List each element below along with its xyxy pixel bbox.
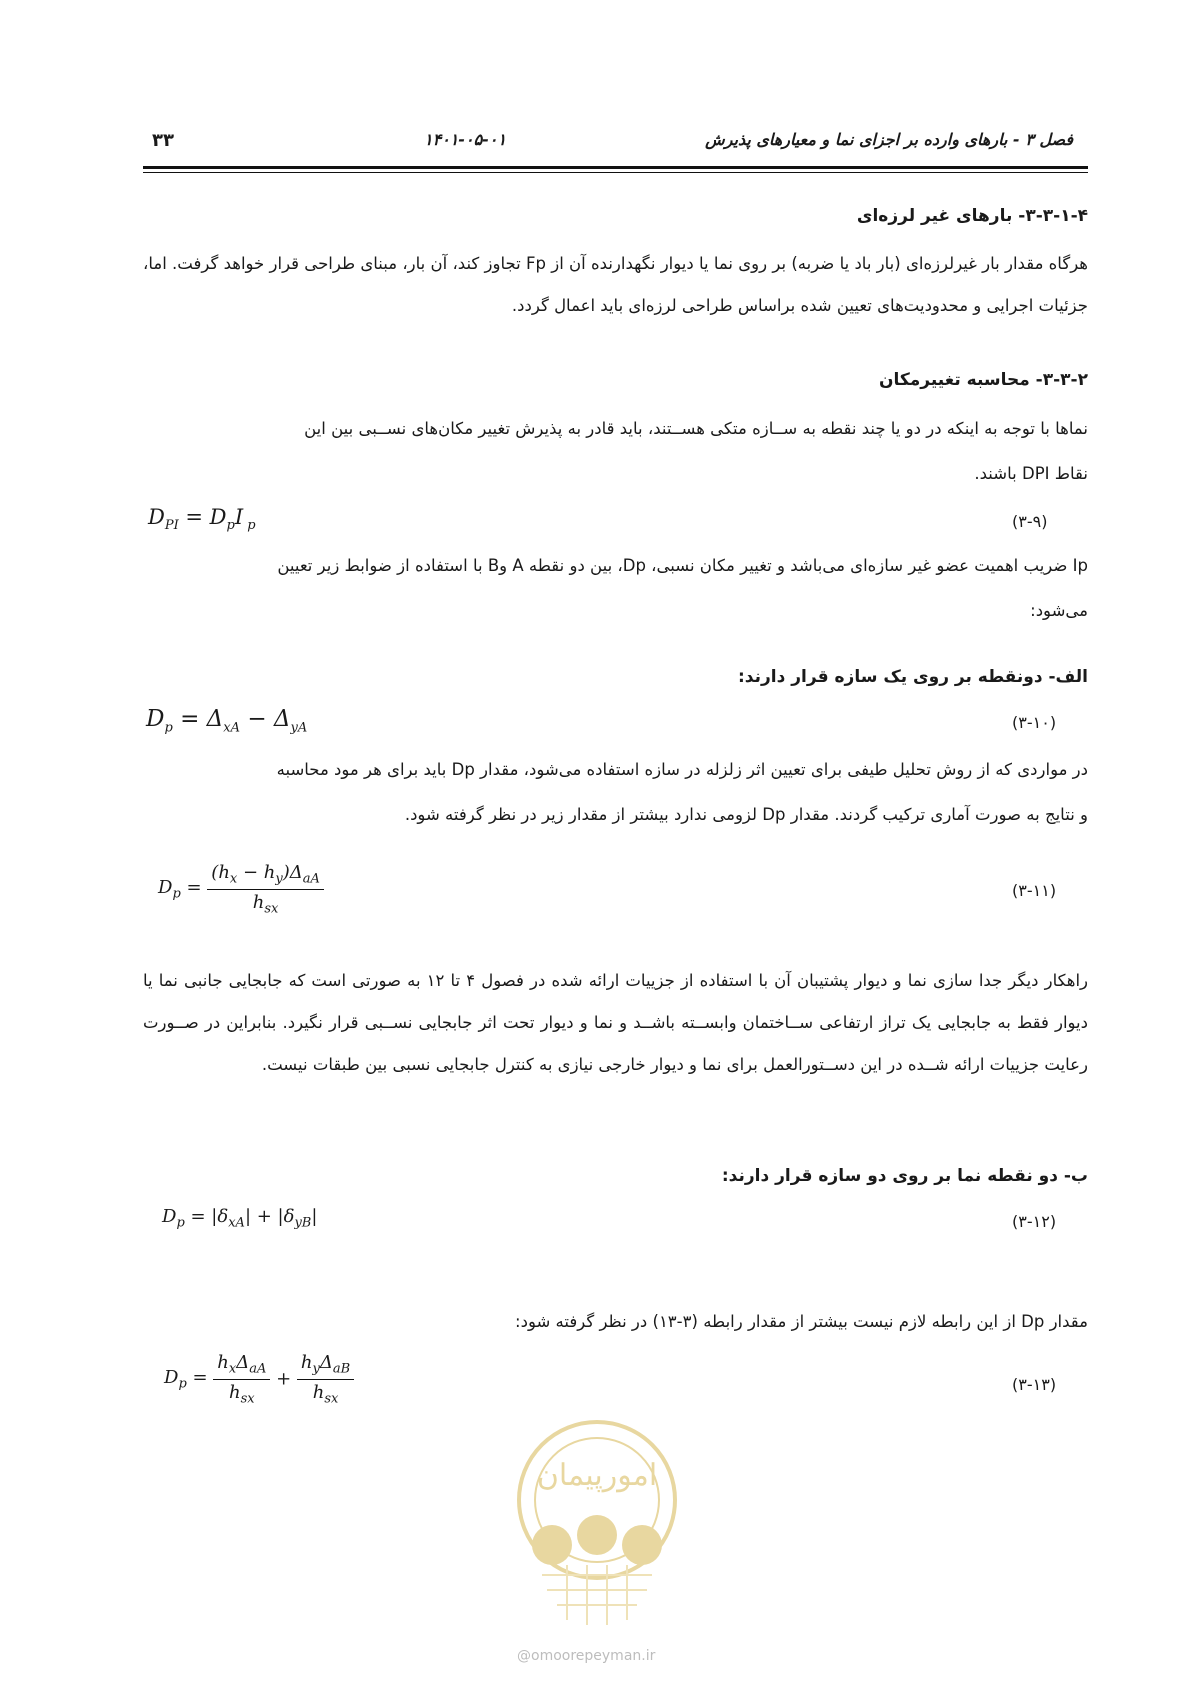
equation-10: $D_p = \Delta_{xA} - \Delta_{yA}$: [146, 706, 308, 736]
paragraph-isolation-solution: راهکار دیگر جدا سازی نما و دیوار پشتیبان آن با استفاده از جزییات ارائه شده در فصول ۴ تا ۱۲ به صورتی است که جابجایی جانبی نما یا دیوار فقط به جابجایی یک تراز ارتفاعی ســاختمان وابســته باشــد و نما و دیوار تحت اثر جابجایی نســبی قرار نگیرد. بنابراین در صــورت رعایت جزییات ارائه شــده در این دســتورالعمل برای نما و دیوار خارجی نیازی به کنترل جابجایی نسبی بین طبقات نیست.: [143, 971, 1088, 1074]
paragraph-after-eq9-line1: Ip ضریب اهمیت عضو غیر سازه‌ای می‌باشد و تغییر مکان نسبی، Dp، بین دو نقطه A وB با استفاده از ضوابط زیر تعیین: [277, 556, 1088, 575]
case-a-text-line1: در مواردی که از روش تحلیل طیفی برای تعیین اثر زلزله در سازه استفاده می‌شود، مقدار Dp باید برای هر مود محاسبه: [276, 760, 1088, 779]
paragraph-displacement-line1: نماها با توجه به اینکه در دو یا چند نقطه به ســازه متکی هســتند، باید قادر به پذیرش تغییر مکان‌های نســبی بین این: [304, 419, 1088, 438]
header-rule: [143, 166, 1088, 169]
page-number: ۳۳: [152, 130, 174, 151]
paragraph-nonseismic: هرگاه مقدار بار غیرلرزه‌ای (بار باد یا ضربه) بر روی نما یا دیوار نگهدارنده آن از Fp تجاوز کند، آن بار، مبنای طراحی قرار خواهد گرفت. اما، جزئیات اجرایی و محدودیت‌های تعیین شده براساس طراحی لرزه‌ای باید اعمال گردد.: [143, 254, 1088, 315]
equation-9: $D_{PI} = D_pI$ $_p$: [148, 505, 256, 534]
chapter-title: فصل ۳ - بارهای وارده بر اجزای نما و معیارهای پذیرش: [705, 130, 1073, 149]
watermark-logo-text: امورپیمان: [536, 1458, 658, 1493]
watermark-site: @omoorepeyman.ir: [517, 1648, 656, 1664]
header-rule-thin: [143, 172, 1088, 173]
equation-13: $D_p$ = $\frac{h_x\Delta_{aA}}{h_{sx}}$ + $\frac{h_y\Delta_{aB}}{h_{sx}}$: [164, 1352, 354, 1406]
paragraph-displacement-line2: نقاط DPI باشند.: [974, 464, 1088, 483]
equation-11-number: (۳-۱۱): [1012, 881, 1057, 900]
equation-11: $D_p$ = $\frac{(h_x - h_y)\Delta_{aA}}{h_{sx}}$: [158, 862, 324, 916]
case-a-heading: الف- دونقطه بر روی یک سازه قرار دارند:: [738, 667, 1088, 687]
equation-9-number: (۳-۹): [1012, 512, 1048, 531]
document-date: ۱۴۰۱-۰۵-۰۱: [424, 130, 507, 149]
case-b-heading: ب- دو نقطه نما بر روی دو سازه قرار دارند:: [721, 1166, 1088, 1186]
equation-12-number: (۳-۱۲): [1012, 1212, 1057, 1231]
case-a-text-line2: و نتایج به صورت آماری ترکیب گردند. مقدار Dp لزومی ندارد بیشتر از مقدار زیر در نظر گرفته شود.: [404, 805, 1088, 824]
equation-12: $D_p = |\delta_{xA}| + |\delta_{yB}|$: [162, 1206, 318, 1231]
section-heading-nonseismic: ۳-۳-۱-۴- بارهای غیر لرزه‌ای: [856, 206, 1088, 226]
section-heading-displacement: ۳-۳-۲- محاسبه تغییرمکان: [878, 370, 1088, 390]
case-b-limit-text: مقدار Dp از این رابطه لازم نیست بیشتر از مقدار رابطه (۳-۱۳) در نظر گرفته شود:: [515, 1312, 1088, 1331]
watermark-logo: [507, 1405, 687, 1645]
equation-10-number: (۳-۱۰): [1012, 713, 1057, 732]
equation-13-number: (۳-۱۳): [1012, 1375, 1057, 1394]
paragraph-after-eq9-line2: می‌شود:: [1030, 601, 1088, 620]
